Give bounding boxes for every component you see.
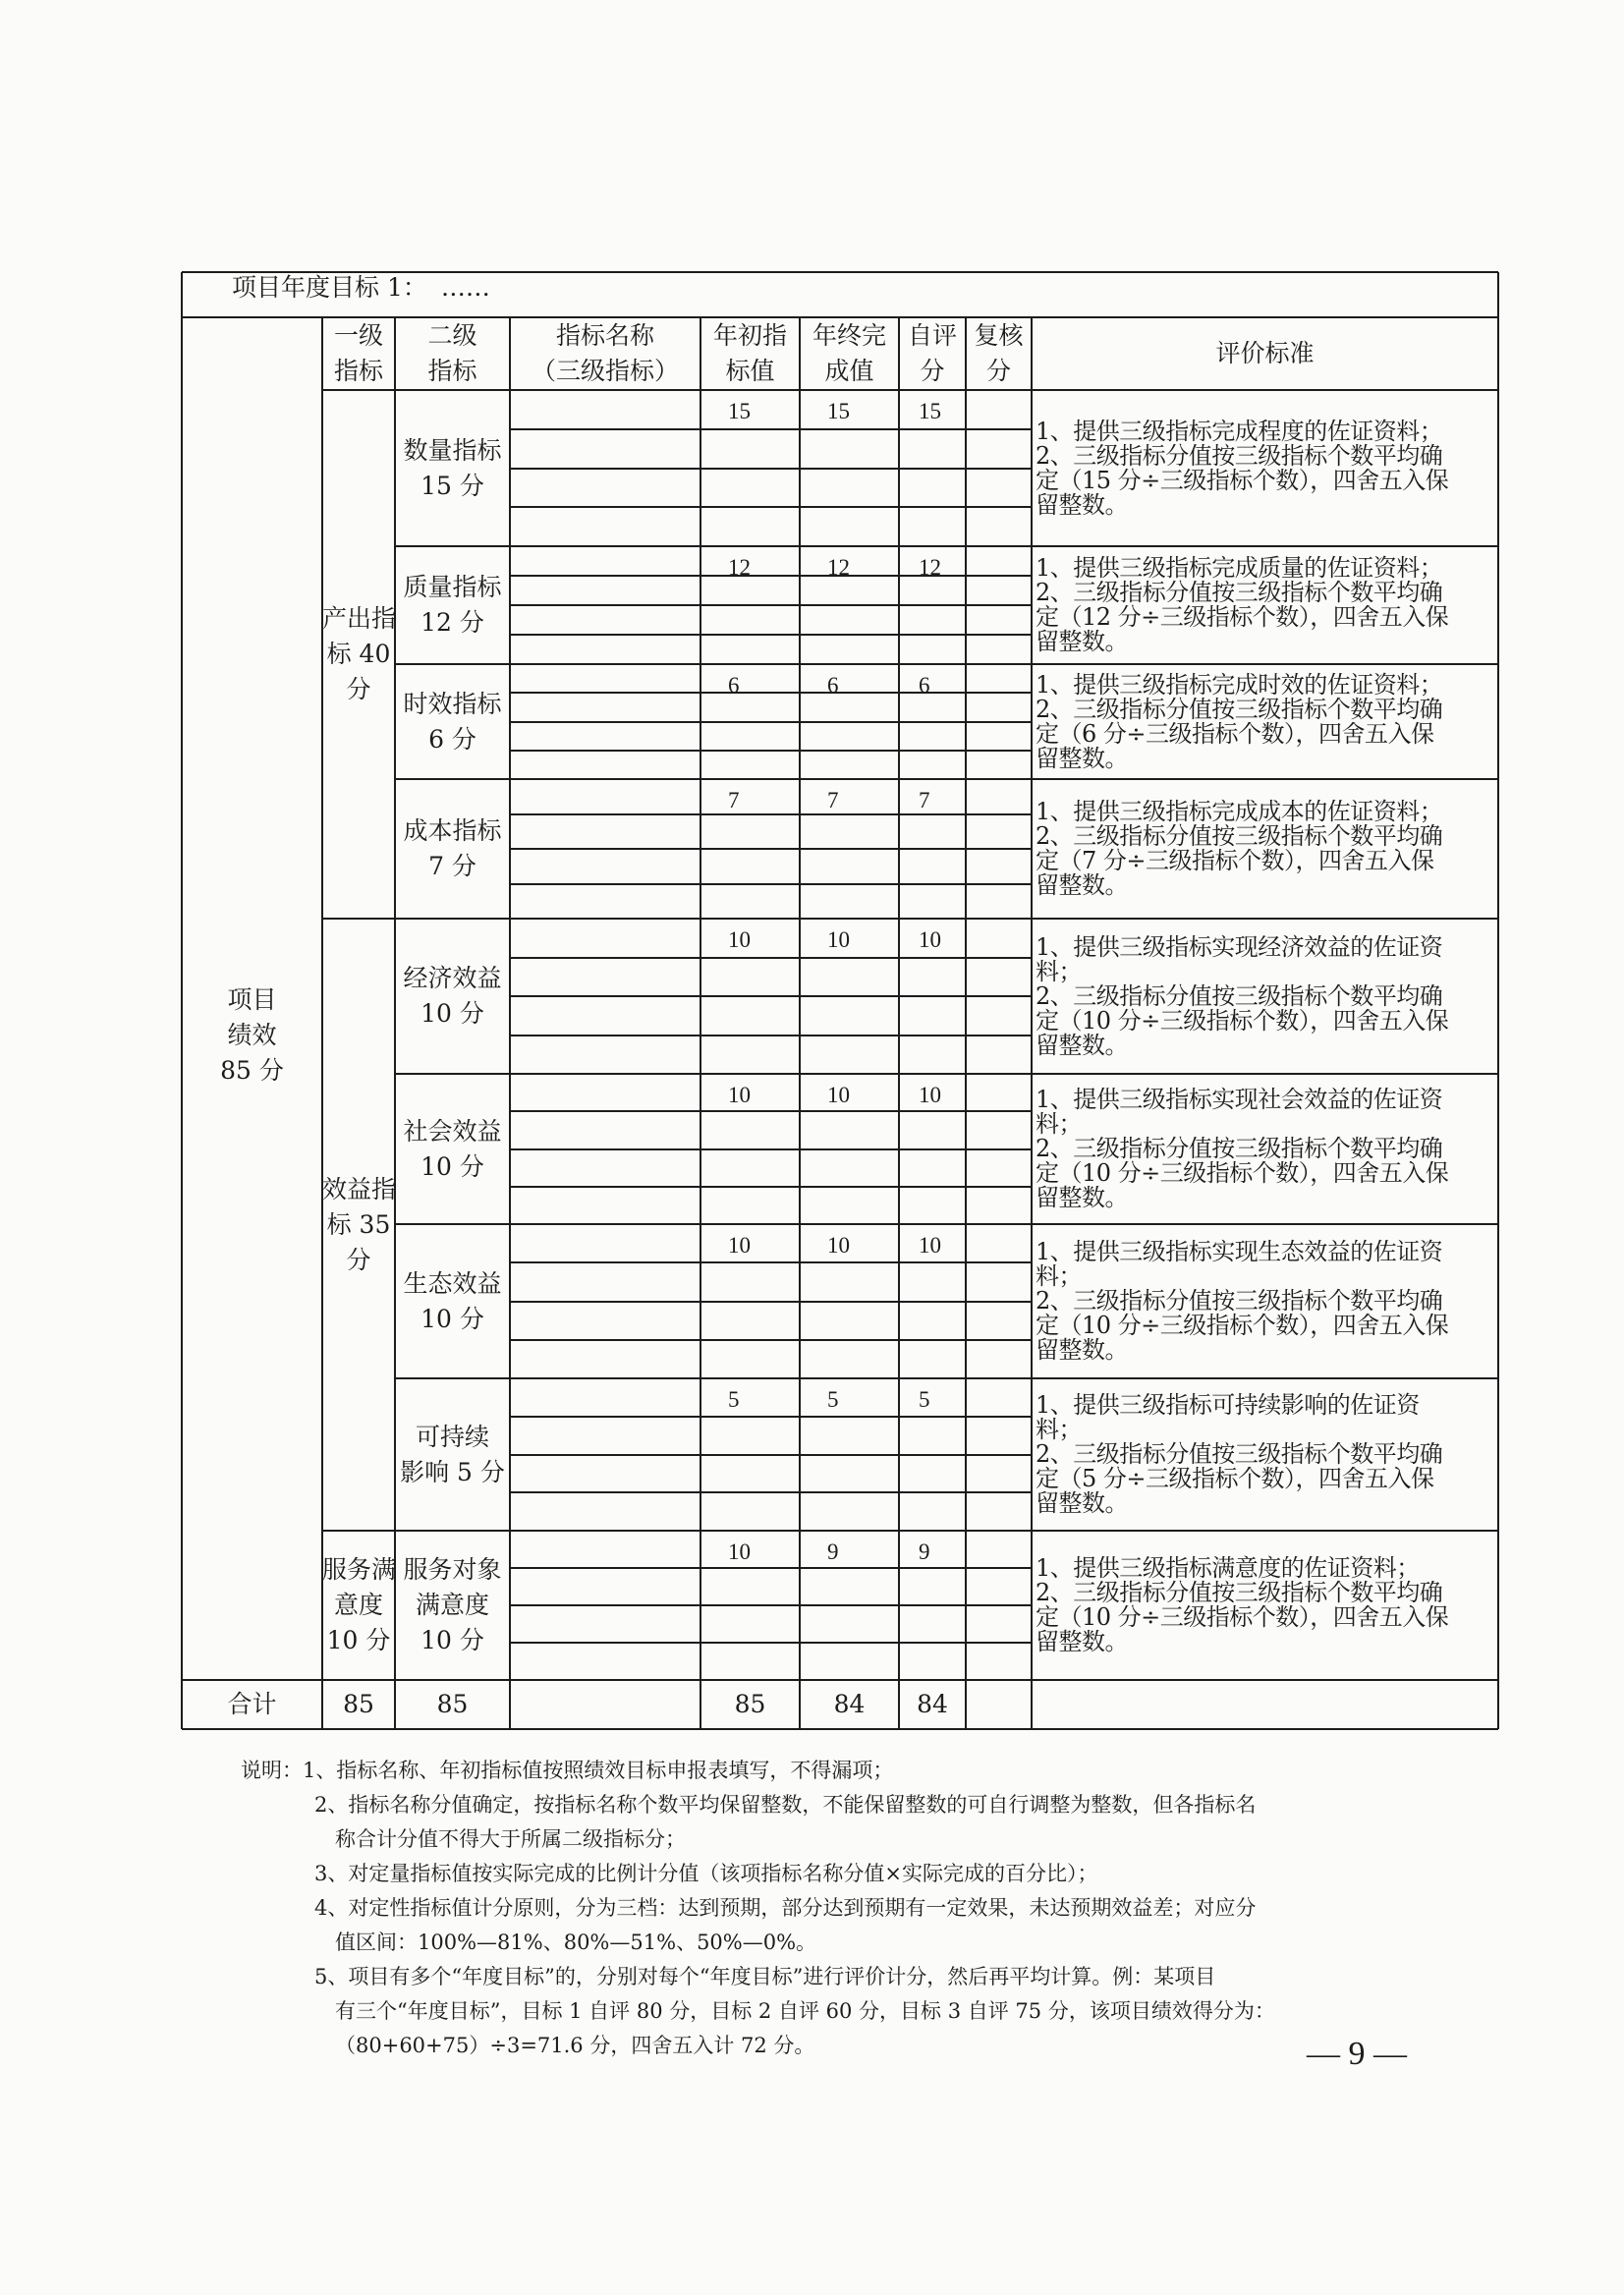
note-line: 值区间：100%—81%、80%—51%、50%—0%。 xyxy=(335,1931,817,1954)
final-value: 10 xyxy=(827,1083,850,1107)
final-value: 6 xyxy=(827,673,839,698)
final-value: 7 xyxy=(827,788,839,812)
note-line: 2、指标名称分值确定，按指标名称个数平均保留整数，不能保留整数的可自行调整为整数，但各指标名 xyxy=(314,1793,1257,1817)
self-score: 12 xyxy=(919,555,941,580)
self-score: 9 xyxy=(919,1539,930,1564)
header-level1: 一级 指标 xyxy=(333,321,383,385)
criteria-text: 1、提供三级指标完成成本的佐证资料； 2、三级指标分值按三级指标个数平均确 定（7 分÷三级指标个数），四舍五入保 留整数。 xyxy=(1036,798,1443,899)
initial-value: 12 xyxy=(728,555,751,580)
self-score: 10 xyxy=(919,927,941,952)
note-line: 5、项目有多个“年度目标”的，分别对每个“年度目标”进行评价计分，然后再平均计算。例：某项目 xyxy=(314,1965,1216,1988)
final-value: 5 xyxy=(827,1387,839,1412)
initial-value: 15 xyxy=(728,399,751,423)
self-score: 5 xyxy=(919,1387,930,1412)
level2-label: 经济效益 10 分 xyxy=(403,964,502,1028)
initial-value: 10 xyxy=(728,1539,751,1564)
note-line: 说明：1、指标名称、年初指标值按照绩效目标申报表填写，不得漏项； xyxy=(241,1759,894,1782)
project-performance-label: 项目 绩效 85 分 xyxy=(220,985,284,1085)
note-line: 称合计分值不得大于所属二级指标分； xyxy=(335,1827,686,1851)
level2-label: 可持续 影响 5 分 xyxy=(400,1423,505,1486)
level1-label: 效益指 标 35 分 xyxy=(322,1175,397,1274)
page-number: — 9 — xyxy=(1307,2036,1407,2072)
criteria-text: 1、提供三级指标完成质量的佐证资料； 2、三级指标分值按三级指标个数平均确 定（12 分÷三级指标个数），四舍五入保 留整数。 xyxy=(1036,554,1449,655)
level2-label: 时效指标 6 分 xyxy=(403,690,502,754)
annual-goal-value: …… xyxy=(440,273,490,302)
total-initial: 85 xyxy=(734,1690,766,1718)
header-criteria: 评价标准 xyxy=(1215,339,1315,367)
level1-label: 产出指 标 40 分 xyxy=(322,604,397,703)
initial-value: 10 xyxy=(728,1233,751,1258)
note-line: （80+60+75）÷3=71.6 分，四舍五入计 72 分。 xyxy=(335,2034,815,2057)
level2-label: 数量指标 15 分 xyxy=(403,436,502,500)
header-final-value: 年终完 成值 xyxy=(812,321,886,385)
level2-label: 质量指标 12 分 xyxy=(403,573,502,637)
header-level2: 二级 指标 xyxy=(427,321,477,385)
self-score: 6 xyxy=(919,673,930,698)
total-level1: 85 xyxy=(343,1690,374,1718)
criteria-text: 1、提供三级指标完成时效的佐证资料； 2、三级指标分值按三级指标个数平均确 定（6 分÷三级指标个数），四舍五入保 留整数。 xyxy=(1036,671,1443,772)
self-score: 15 xyxy=(919,399,941,423)
criteria-text: 1、提供三级指标实现经济效益的佐证资 料； 2、三级指标分值按三级指标个数平均确 定（10 分÷三级指标个数），四舍五入保 留整数。 xyxy=(1036,933,1449,1059)
annual-goal xyxy=(232,271,504,305)
note-line: 4、对定性指标值计分原则，分为三档：达到预期，部分达到预期有一定效果，未达预期效益差；对应分 xyxy=(314,1896,1257,1920)
initial-value: 5 xyxy=(728,1387,740,1412)
final-value: 10 xyxy=(827,927,850,952)
criteria-text: 1、提供三级指标实现生态效益的佐证资 料； 2、三级指标分值按三级指标个数平均确 定（10 分÷三级指标个数），四舍五入保 留整数。 xyxy=(1036,1238,1449,1364)
level2-label: 社会效益 10 分 xyxy=(403,1117,502,1181)
initial-value: 10 xyxy=(728,1083,751,1107)
note-line: 3、对定量指标值按实际完成的比例计分值（该项指标名称分值×实际完成的百分比）； xyxy=(314,1862,1098,1885)
level2-label: 服务对象 满意度 10 分 xyxy=(403,1555,502,1654)
self-score: 10 xyxy=(919,1083,941,1107)
total-final: 84 xyxy=(833,1690,866,1718)
criteria-text: 1、提供三级指标可持续影响的佐证资 料； 2、三级指标分值按三级指标个数平均确 定（5 分÷三级指标个数），四舍五入保 留整数。 xyxy=(1036,1391,1443,1517)
notes xyxy=(241,1754,1459,2063)
final-value: 15 xyxy=(827,399,850,423)
note-line: 有三个“年度目标”，目标 1 自评 80 分，目标 2 自评 60 分，目标 3 自评 75 分，该项目绩效得分为： xyxy=(335,1999,1275,2023)
criteria-text: 1、提供三级指标满意度的佐证资料； 2、三级指标分值按三级指标个数平均确 定（10 分÷三级指标个数），四舍五入保 留整数。 xyxy=(1036,1554,1449,1655)
initial-value: 7 xyxy=(728,788,740,812)
annual-goal-label: 项目年度目标 1： xyxy=(232,273,427,302)
header-indicator-name: 指标名称 （三级指标） xyxy=(531,321,679,385)
total-label: 合计 xyxy=(227,1690,277,1718)
header-initial-value: 年初指 标值 xyxy=(712,321,787,385)
header-self-score: 自评 分 xyxy=(907,321,957,385)
header-review-score: 复核 分 xyxy=(974,321,1024,385)
total-level2: 85 xyxy=(436,1690,469,1718)
level2-label: 成本指标 7 分 xyxy=(403,816,502,880)
initial-value: 6 xyxy=(728,673,740,698)
self-score: 10 xyxy=(919,1233,941,1258)
total-self: 84 xyxy=(917,1690,948,1718)
final-value: 12 xyxy=(827,555,850,580)
self-score: 7 xyxy=(919,788,930,812)
final-value: 9 xyxy=(827,1539,839,1564)
final-value: 10 xyxy=(827,1233,850,1258)
criteria-text: 1、提供三级指标完成程度的佐证资料； 2、三级指标分值按三级指标个数平均确 定（15 分÷三级指标个数），四舍五入保 留整数。 xyxy=(1036,418,1449,519)
criteria-text: 1、提供三级指标实现社会效益的佐证资 料； 2、三级指标分值按三级指标个数平均确 定（10 分÷三级指标个数），四舍五入保 留整数。 xyxy=(1036,1086,1449,1211)
initial-value: 10 xyxy=(728,927,751,952)
level2-label: 生态效益 10 分 xyxy=(403,1269,502,1333)
level1-label: 服务满 意度 10 分 xyxy=(322,1555,397,1654)
